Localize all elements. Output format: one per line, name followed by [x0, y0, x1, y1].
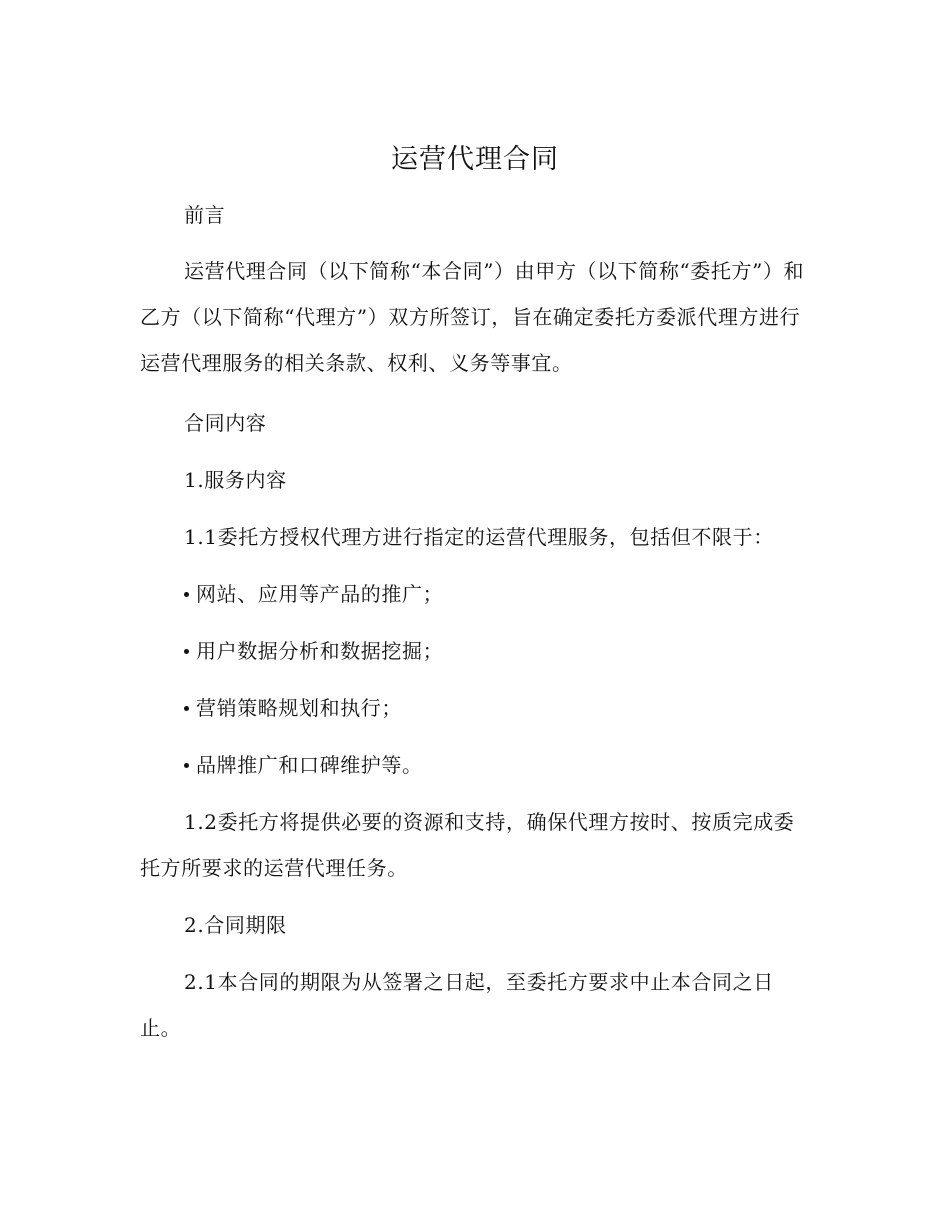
clause-1-2: 1.2委托方将提供必要的资源和支持，确保代理方按时、按质完成委托方所要求的运营代理任务。: [140, 810, 795, 880]
service-list-item: [184, 628, 804, 674]
section-1-heading: 1.服务内容: [184, 468, 287, 492]
service-item-text: 品牌推广和口碑维护等。: [196, 753, 423, 777]
bullet-icon: [184, 592, 189, 597]
preface-paragraph: 运营代理合同（以下简称“本合同”）由甲方（以下简称“委托方”）和乙方（以下简称“代理方”）双方所签订，旨在确定委托方委派代理方进行运营代理服务的相关条款、权利、义务等事宜。: [140, 259, 805, 375]
service-item-text: 用户数据分析和数据挖掘；: [196, 639, 444, 663]
bullet-icon: [184, 763, 189, 768]
service-list-item: [184, 571, 804, 617]
section-2-heading: 2.合同期限: [184, 913, 287, 937]
service-list-item: [184, 742, 804, 788]
clause-1-1: 1.1委托方授权代理方进行指定的运营代理服务，包括但不限于：: [184, 525, 774, 549]
service-item-text: 营销策略规划和执行；: [196, 696, 402, 720]
bullet-icon: [184, 649, 189, 654]
service-list-item: [184, 685, 804, 731]
service-item-text: 网站、应用等产品的推广；: [196, 582, 444, 606]
document-title: 运营代理合同: [391, 144, 559, 175]
preface-heading: 前言: [184, 203, 226, 227]
bullet-icon: [184, 706, 189, 711]
contract-content-heading: 合同内容: [184, 411, 267, 435]
clause-2-1: 2.1本合同的期限为从签署之日起，至委托方要求中止本合同之日止。: [140, 970, 774, 1040]
